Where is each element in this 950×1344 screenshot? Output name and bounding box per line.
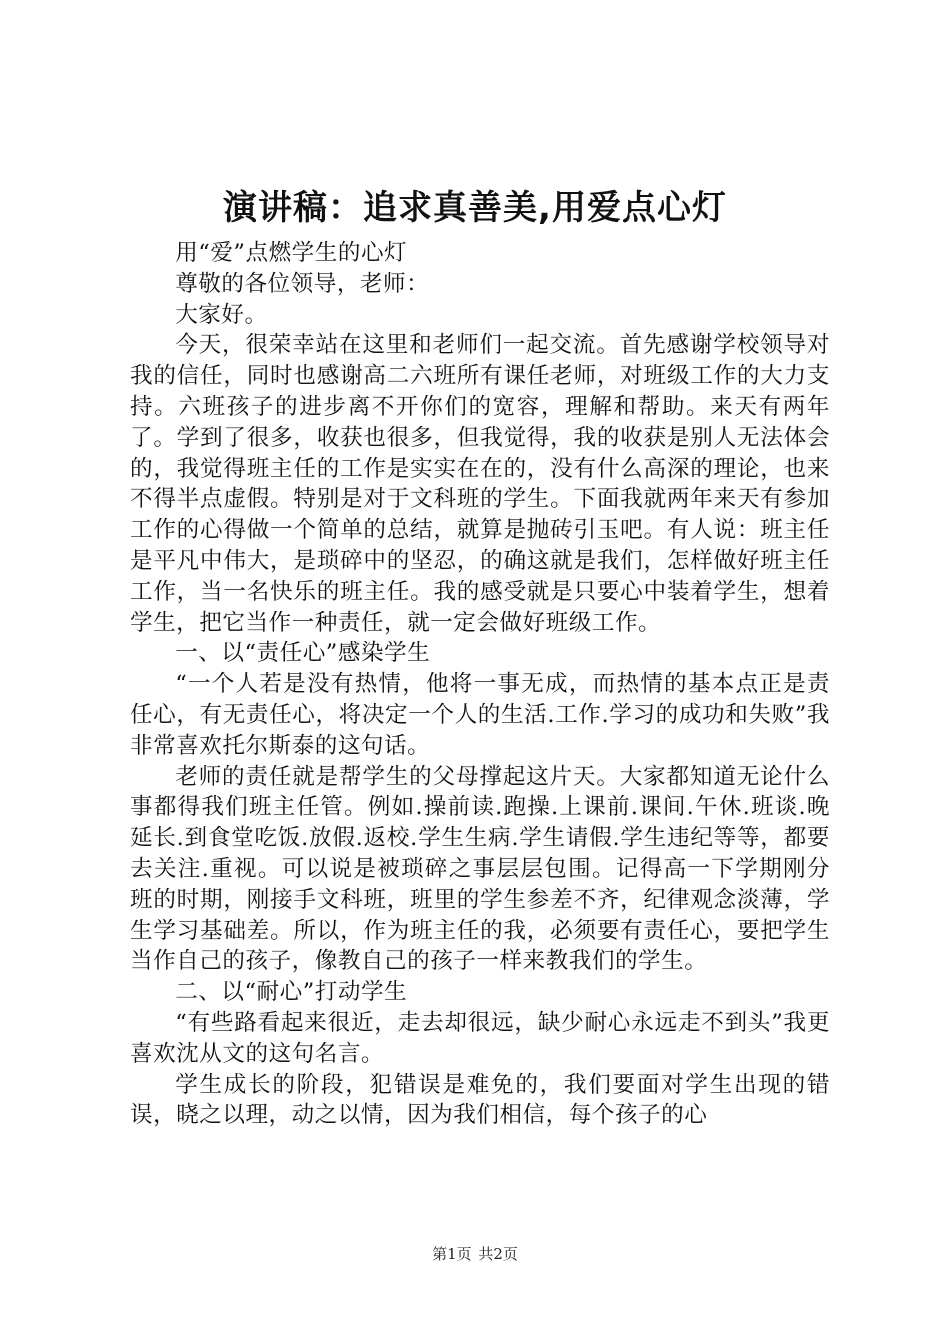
body-paragraph: 学生成长的阶段，犯错误是难免的，我们要面对学生出现的错误，晓之以理，动之以情，因为我们相信，每个孩子的心 bbox=[130, 1071, 830, 1129]
quote-paragraph: “有些路看起来很近，走去却很远，缺少耐心永远走不到头”我更喜欢沈从文的这句名言。 bbox=[130, 1009, 830, 1067]
body-paragraph: 老师的责任就是帮学生的父母撑起这片天。大家都知道无论什么事都得我们班主任管。例如.操前读.跑操.上课前.课间.午休.班谈.晚延长.到食堂吃饭.放假.返校.学生生病.学生请假.学生违纪等等，都要去关注.重视。可以说是被琐碎之事层层包围。记得高一下学期刚分班的时期，刚接手文科班，班里的学生参差不齐，纪律观念淡薄，学生学习基础差。所以，作为班主任的我，必须要有责任心，要把学生当作自己的孩子，像教自己的孩子一样来教我们的学生。 bbox=[130, 763, 830, 975]
page-footer bbox=[0, 1244, 950, 1264]
document-title: 演讲稿：追求真善美,用爱点心灯 bbox=[223, 188, 727, 228]
document-body bbox=[130, 238, 830, 1131]
greeting-paragraph: 大家好。 bbox=[175, 301, 268, 328]
body-paragraph: 今天，很荣幸站在这里和老师们一起交流。首先感谢学校领导对我的信任，同时也感谢高二六班所有课任老师，对班级工作的大力支持。六班孩子的进步离不开你们的宽容，理解和帮助。来天有两年了。学到了很多，收获也很多，但我觉得，我的收获是别人无法体会的，我觉得班主任的工作是实实在在的，没有什么高深的理论，也来不得半点虚假。特别是对于文科班的学生。下面我就两年来天有参加工作的心得做一个简单的总结，就算是抛砖引玉吧。有人说：班主任是平凡中伟大，是琐碎中的坚忍，的确这就是我们，怎样做好班主任工作，当一名快乐的班主任。我的感受就是只要心中装着学生，想着学生，把它当作一种责任，就一定会做好班级工作。 bbox=[130, 332, 830, 636]
section-heading: 一、以“责任心”感染学生 bbox=[175, 640, 431, 667]
quote-paragraph: “一个人若是没有热情，他将一事无成，而热情的基本点正是责任心，有无责任心，将决定一个人的生活.工作.学习的成功和失败”我非常喜欢托尔斯泰的这句话。 bbox=[130, 671, 830, 759]
subtitle-paragraph: 用“爱”点燃学生的心灯 bbox=[175, 240, 408, 266]
page-total: 共2页 bbox=[478, 1245, 518, 1263]
section-heading: 二、以“耐心”打动学生 bbox=[175, 979, 408, 1006]
page-number: 第1页 bbox=[432, 1245, 472, 1263]
salutation-paragraph: 尊敬的各位领导，老师： bbox=[175, 270, 430, 297]
